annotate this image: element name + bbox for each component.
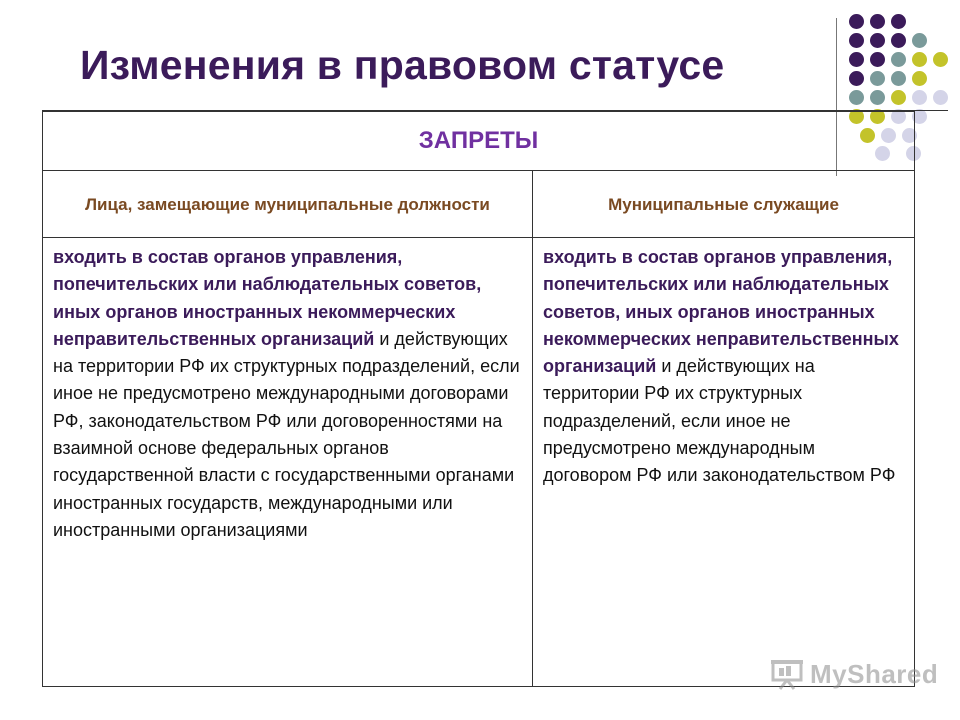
decor-dot [849,33,864,48]
decor-dot [912,52,927,67]
decor-dot [870,52,885,67]
decor-dot [891,71,906,86]
table-cell-municipal-employees [533,238,915,687]
decor-dot [870,90,885,105]
decor-dot [912,33,927,48]
decor-dot [849,90,864,105]
presentation-icon [770,658,804,690]
column-header-municipal-officials: Лица, замещающие муниципальные должности [43,171,533,238]
decor-dot [891,90,906,105]
decor-dot [870,14,885,29]
watermark-text: MyShared [810,658,939,689]
decor-dot [891,14,906,29]
cell-body-text: и действующих на территории РФ их структурных подразделений, если иное не предусмотрено международными договорами РФ, законодательством РФ или договоренностями на взаимной основе федеральных органов государственной власти с государственными органами иностранных государств, международными или иностранными организациями [53,328,520,540]
decor-dot [912,71,927,86]
cell-emphasis-text: входить в состав органов управления, попечительских или наблюдательных советов, иных органов иностранных некоммерческих неправительственных организаций [543,247,899,377]
decor-dot [891,52,906,67]
prohibitions-table [42,111,915,687]
table-row [43,238,915,687]
decor-dot [849,52,864,67]
decor-dot [870,33,885,48]
cell-body-text: и действующих на территории РФ их структурных подразделений, если иное не предусмотрено международным договором РФ или законодательством РФ [543,356,896,486]
column-header-row [43,171,915,238]
table-header: ЗАПРЕТЫ [43,112,915,171]
decor-dot [849,71,864,86]
decor-dot [933,52,948,67]
decor-dot [912,90,927,105]
decor-dot [870,71,885,86]
table-header-row [43,112,915,171]
slide-title: Изменения в правовом статусе [80,42,725,88]
watermark [770,656,938,692]
column-header-municipal-employees: Муниципальные служащие [533,171,915,238]
decor-dot [849,14,864,29]
table-cell-municipal-officials [43,238,533,687]
decor-dot [933,90,948,105]
decor-dot [891,33,906,48]
cell-emphasis-text: входить в состав органов управления, попечительских или наблюдательных советов, иных органов иностранных некоммерческих неправительственных организаций [53,247,482,349]
